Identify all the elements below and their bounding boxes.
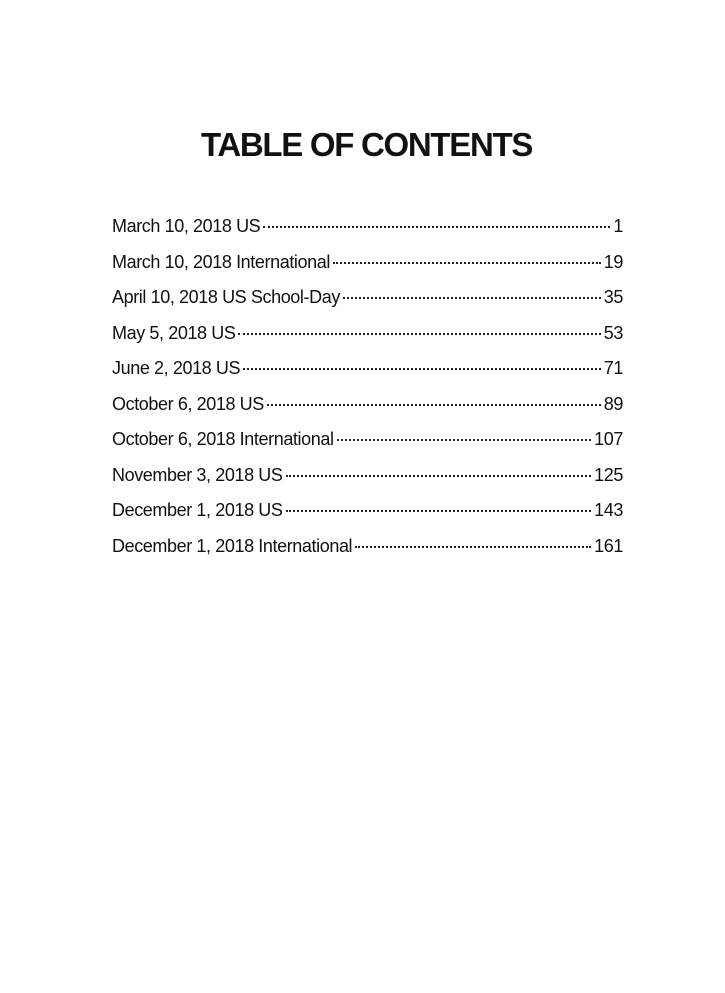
toc-entry-label: December 1, 2018 US xyxy=(112,500,283,520)
page-title: TABLE OF CONTENTS xyxy=(200,126,533,163)
toc-entry-page: 143 xyxy=(594,500,623,520)
toc-entry-label: October 6, 2018 US xyxy=(112,393,264,414)
toc-dot-leader xyxy=(333,262,601,264)
toc-dot-leader xyxy=(343,297,601,299)
toc-dot-leader xyxy=(337,439,592,441)
toc-entry-page: 53 xyxy=(603,322,623,343)
toc-entry-label: December 1, 2018 International xyxy=(112,535,353,556)
toc-entry-page: 1 xyxy=(613,216,623,236)
toc-entry-label: November 3, 2018 US xyxy=(112,464,283,485)
toc-entry[interactable] xyxy=(112,216,623,252)
toc-dot-leader xyxy=(286,510,592,512)
toc-entry-page: 71 xyxy=(603,358,623,378)
toc-entry[interactable] xyxy=(112,358,623,394)
toc-entry-page: 35 xyxy=(603,287,623,307)
toc-entry[interactable] xyxy=(112,323,623,359)
toc-list xyxy=(112,216,623,571)
toc-entry-label: October 6, 2018 International xyxy=(112,429,334,449)
toc-entry-page: 161 xyxy=(594,535,623,556)
toc-entry[interactable] xyxy=(112,465,623,501)
toc-entry-label: April 10, 2018 US School-Day xyxy=(112,287,340,307)
toc-entry[interactable] xyxy=(112,252,623,288)
toc-entry-page: 107 xyxy=(594,429,623,449)
toc-entry-label: March 10, 2018 US xyxy=(112,216,261,236)
toc-entry-page: 89 xyxy=(603,393,623,414)
toc-dot-leader xyxy=(243,368,601,370)
toc-entry[interactable] xyxy=(112,500,623,536)
toc-entry[interactable] xyxy=(112,536,623,572)
toc-entry[interactable] xyxy=(112,394,623,430)
toc-dot-leader xyxy=(263,226,610,228)
toc-dot-leader xyxy=(238,333,600,335)
toc-entry-page: 125 xyxy=(594,464,623,485)
toc-dot-leader xyxy=(355,546,591,548)
toc-entry-page: 19 xyxy=(603,251,623,272)
toc-entry-label: June 2, 2018 US xyxy=(112,358,241,378)
toc-entry-label: May 5, 2018 US xyxy=(112,322,236,343)
toc-dot-leader xyxy=(267,404,601,406)
toc-entry[interactable] xyxy=(112,429,623,465)
toc-dot-leader xyxy=(286,475,592,477)
toc-entry-label: March 10, 2018 International xyxy=(112,251,330,272)
toc-entry[interactable] xyxy=(112,287,623,323)
